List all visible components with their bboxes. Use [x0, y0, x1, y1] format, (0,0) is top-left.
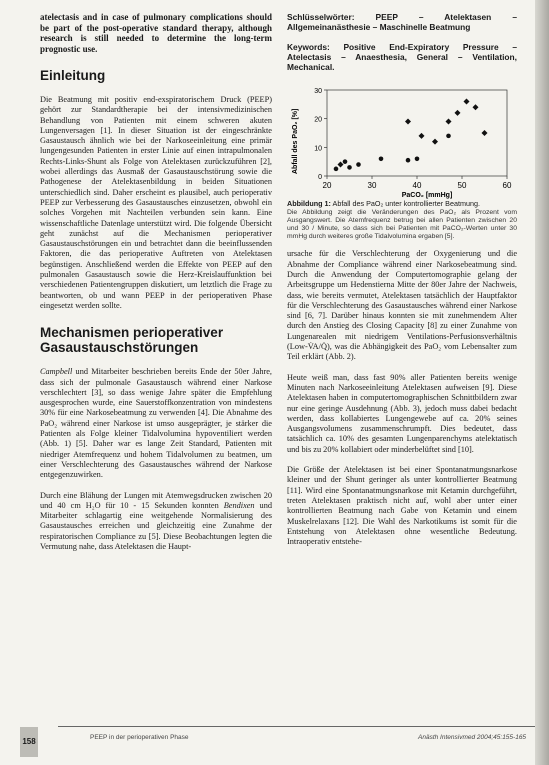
data-point-circle	[347, 165, 352, 170]
x-tick-label: 60	[502, 181, 512, 190]
paragraph-hedenstierna: ursache für die Verschlechterung der Oxygenierung und die Abnahme der Compliance während einer Narkosebeatmung sind. Durch die Anwendung der Computertomographie gelang der Arbeitsgruppe um Hedenstierna Mitte der 80er Jahre der Nachweis, dass, wie bereits vermutet, Atelektasen tatsächlich der Hauptfaktor für die Verschlechterung des Gasaustausches während einer Narkose sind [6, 7]. Darüber hinaus konnten sie mit zunehmendem Alter durch den Anstieg des Closing Capacity [8] zu einer Zunahme von Lungenarealen mit niedrigem Ventilations-Perfusionsverhältnis (Low-V̇A/Q̇), was die Abhängigkeit des PaO₂ vom Lebensalter zum Teil erklärt (Abb. 2).	[287, 249, 517, 362]
plot-frame	[327, 90, 507, 176]
paragraph-campbell-text: und Mitarbeiter beschrieben bereits Ende der 50er Jahre, dass sich der pulmonale Gasaustausch während einer Narkose verschlechtert [3], so dass wenige Jahre später die Empfehlung ausgesprochen wurde, eine Sauerstoffkonzentration von mindestens 30% für eine Narkosebeatmung zu verwenden [4]. Die Abnahme des PaO₂ während einer Narkose ist umso ausgeprägter, je stärker die Patienten als Folge kleiner Tidalvolumina hypoventiliert werden (Abb. 1) [5]. Daher war es lange Zeit Standard, Patienten mit niedriger Atemfrequenz und hohem Tidalvolumen zu beatmen, um einer Verschlechterung des Gasaustausches während der Narkose entgegenzuwirken.	[40, 367, 272, 480]
data-point-diamond	[338, 162, 344, 168]
data-point-diamond	[446, 119, 452, 125]
x-tick-label: 30	[367, 181, 377, 190]
page-footer	[20, 724, 535, 764]
data-point-diamond	[482, 130, 488, 136]
keywords-german: Schlüsselwörter: PEEP – Atelektasen – Allgemeinanästhesie – Maschinelle Beatmung	[287, 12, 517, 32]
x-tick-label: 20	[322, 181, 332, 190]
caption-label: Abbildung 1:	[287, 199, 331, 208]
data-point-circle	[446, 134, 451, 139]
journal-citation: Anästh Intensivmed 2004;45:155-165	[418, 734, 527, 741]
author-campbell: Campbell	[40, 367, 73, 377]
page-edge-shadow	[535, 0, 549, 765]
y-axis-label: Abfall des PaO₂ [%]	[292, 108, 299, 174]
data-point-circle	[406, 158, 411, 163]
data-point-diamond	[419, 133, 425, 139]
paragraph-campbell	[40, 367, 272, 480]
data-point-circle	[356, 162, 361, 167]
scatter-plot	[287, 82, 517, 200]
x-tick-label: 40	[412, 181, 422, 190]
x-axis-label: PaCO₂ [mmHg]	[401, 192, 453, 199]
paragraph-bendixen-start: Durch eine Blähung der Lungen mit Atemwegsdrucken zwischen 20 und 40 cm H₂O für 10 - 15 Sekunden konnten	[40, 490, 272, 510]
data-point-diamond	[405, 119, 411, 125]
abstract-ending: atelectasis and in case of pulmonary complications should be part of the post-operative standard therapy, although research is still needed to determine the long-term prognostic use.	[40, 12, 272, 54]
data-point-diamond	[432, 139, 438, 145]
paragraph-atelectasis-size: Die Größe der Atelektasen ist bei einer Spontanatmungsnarkose kleiner und der Shunt geringer als unter kontrollierter Beatmung [11]. Wird eine Spontanatmungsnarkose mit Ketamin durchgeführt, treten Atelektasen praktisch nicht auf, wohl aber unter einer kontrollierten Beatmung nach Gabe von Ketamin und einem Muskelrelaxans [12]. Die Wahl des Narkotikums ist somit für die Entstehung von Atelektasen ohne wesentliche Bedeutung. Intraoperativ entstehe-	[287, 465, 517, 547]
page-number: 158	[20, 727, 38, 757]
data-point-circle	[334, 167, 339, 172]
figure-1-chart	[287, 82, 517, 200]
left-column	[40, 12, 272, 552]
caption-title: Abfall des PaO₂ unter kontrollierter Beatmung.	[330, 199, 480, 208]
y-tick-label: 0	[318, 174, 322, 181]
data-point-circle	[379, 157, 384, 162]
figure-1-caption	[287, 200, 517, 209]
y-tick-label: 30	[314, 88, 322, 95]
paragraph-bendixen	[40, 491, 272, 553]
paragraph-atelectasis-frequency: Heute weiß man, dass fast 90% aller Patienten bereits wenige Minuten nach Narkoseeinleitung Atelektasen aufweisen [9]. Diese Atelektasen haben in computertomographischen Schnittbildern zwar nur eine geringe Ausdehnung (Abb. 3), jedoch muss dabei bedacht werden, dass kollabiertes Lungengewebe auf ca. 20% seines Ausgangsvolumens zusammenschrumpft. Dies bedeutet, dass tatsächlich ca. 10% des gesamten Lungenparenchyms atelektatisch und bis zu 20% kollabiert oder minderbelüftet sind [10].	[287, 372, 517, 454]
data-point-diamond	[455, 110, 461, 116]
paragraph-introduction: Die Beatmung mit positiv end-exspiratorischem Druck (PEEP) gehört zur Standardtherapie bei der intensivmedizinischen Behandlung von Patienten mit einem schweren akuten Lungenversagen [1]. In dieser Situation ist der eingeschränkte Gasaustausch ähnlich wie bei der Narkoseeinleitung eine primär lungengesunden Patienten in erster Linie auf einen intrapulmonalen Rechts-Links-Shunt als Folge von Atelektasen zurückzuführen [2], wobei allerdings das Ausmaß der Gasaustauschstörung sowie die Pathogenese der Atelektasenbildung in beiden Situationen unterschiedlich sind. Daher erscheint es plausibel, auch perioperativ PEEP zur Verbesserung des Gasaustausches einzusetzen, obwohl ein solches Vorgehen mit Nachteilen verbunden sein kann. Eine wissenschaftliche Datenlage unterstützt wird. Die folgende Übersicht geht zunächst auf die Mechanismen perioperativer Gasaustauschstörungen ein und betrachtet dann die beeinflussenden Faktoren, die das perioperative Auftreten von Atelektasen begünstigen. Anschließend werden die Effekte von PEEP auf den pulmonalen Gasaustausch sowie die Herz-Kreislauffunktion bei verschiedenen Patientengruppen diskutiert, um letztlich die Frage zu beantworten, ob und wann PEEP in der perioperativen Phase eingesetzt werden sollte.	[40, 95, 272, 310]
heading-introduction: Einleitung	[40, 68, 106, 83]
data-point-circle	[343, 159, 348, 164]
author-bendixen: Bendixen	[223, 500, 255, 510]
keywords-english: Keywords: Positive End-Expiratory Pressure – Atelectasis – Anaesthesia, General – Ventilation, Mechanical.	[287, 42, 517, 72]
figure-1-caption-detail: Die Abbildung zeigt die Veränderungen des PaO₂ als Prozent vom Ausgangswert. Die Atemfrequenz betrug bei allen Patienten zwischen 20 und 30 / Minute, so dass sich bei Patienten mit PaCO₂-Werten unter 30 mmHg durch weiteres große Tidalvolumina ergaben [5].	[287, 208, 517, 241]
data-point-circle	[415, 157, 420, 162]
y-tick-label: 10	[314, 145, 322, 153]
data-point-diamond	[473, 104, 479, 110]
footer-rule	[58, 726, 535, 727]
x-tick-label: 50	[457, 181, 467, 190]
data-point-diamond	[464, 98, 470, 104]
running-title: PEEP in der perioperativen Phase	[90, 734, 189, 741]
heading-mechanisms: Mechanismen perioperativer Gasaustauschstörungen	[40, 325, 224, 356]
right-column	[287, 12, 517, 547]
paragraph-bendixen-end: und Mitarbeiter schlagartig eine weitgehende Normalisierung des Gasaustausches erreichen und gleichzeitig eine Zunahme der respiratorischen Compliance zu [5]. Diese Beobachtungen legten die Vermutung nahe, dass Atelektasen die Haupt-	[40, 500, 272, 551]
y-tick-label: 20	[314, 116, 322, 124]
